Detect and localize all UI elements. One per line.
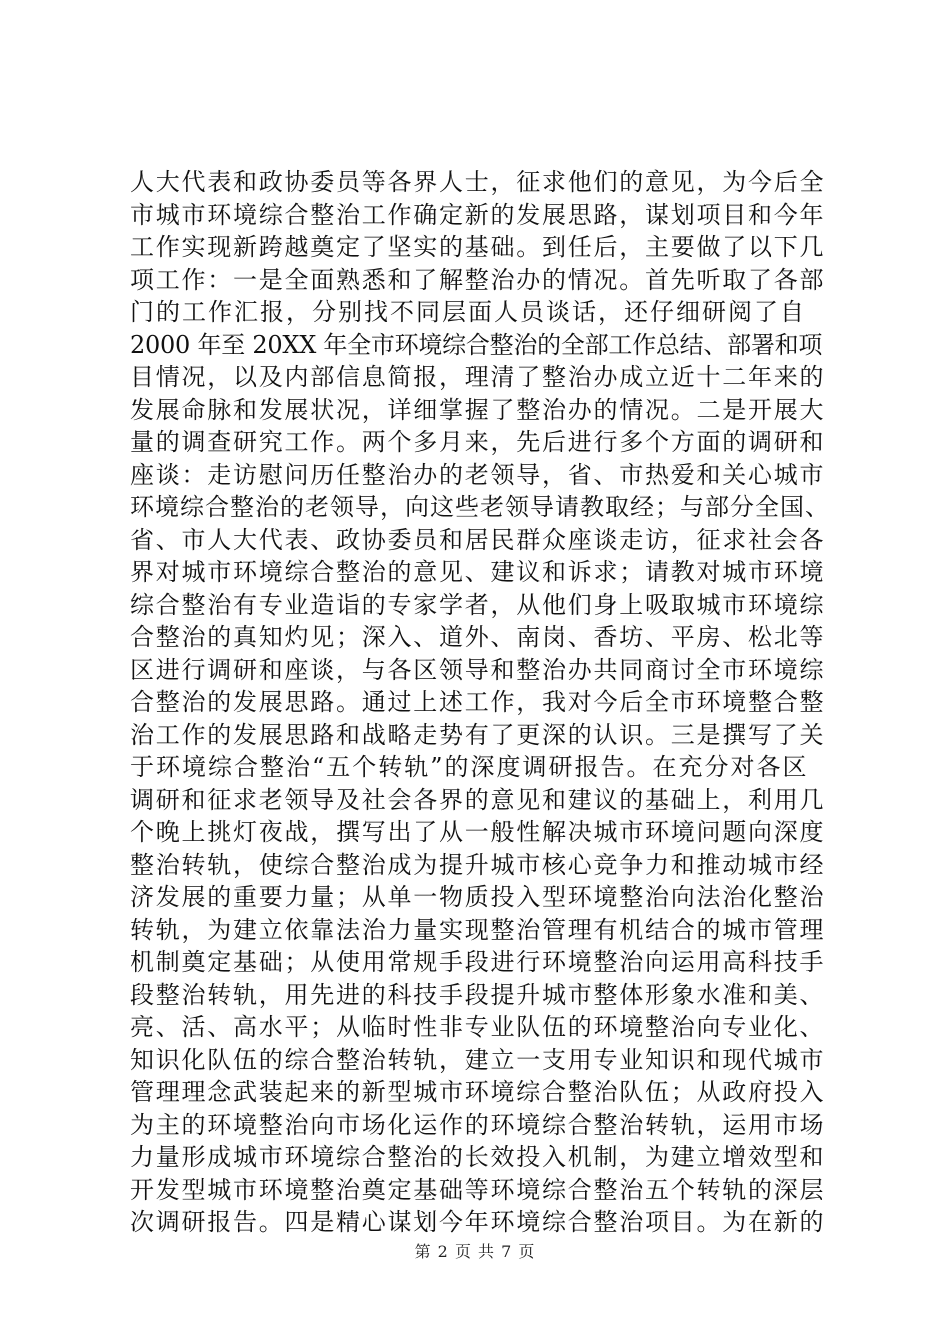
text-line: 环境综合整治的老领导，向这些老领导请教取经；与部分全国、 (130, 493, 830, 521)
text-line: 调研和征求老领导及社会各界的意见和建议的基础上，利用几 (130, 785, 826, 814)
text-line: 界对城市环境综合整治的意见、建议和诉求；请教对城市环境 (130, 558, 826, 586)
text-line: 亮、活、高水平；从临时性非专业队伍的环境整治向专业化、 (130, 1013, 826, 1041)
text-line: 区进行调研和座谈，与各区领导和整治办共同商讨全市环境综 (130, 655, 826, 684)
text-line: 合整治的发展思路。通过上述工作，我对今后全市环境整合整 (130, 688, 826, 716)
text-line: 力量形成城市环境综合整治的长效投入机制，为建立增效型和 (130, 1143, 826, 1171)
text-line: 综合整治有专业造诣的专家学者，从他们身上吸取城市环境综 (130, 590, 826, 619)
text-line: 知识化队伍的综合整治转轨，建立一支用专业知识和现代城市 (130, 1045, 826, 1074)
page-number: 第 2 页 共 7 页 (414, 1242, 536, 1261)
text-line: 量的调查研究工作。两个多月来，先后进行多个方面的调研和 (130, 428, 826, 456)
text-line: 门的工作汇报，分别找不同层面人员谈话，还仔细研阅了自 (130, 298, 806, 326)
text-line: 工作实现新跨越奠定了坚实的基础。到任后，主要做了以下几 (130, 233, 826, 261)
text-line: 目情况，以及内部信息简报，理清了整治办成立近十二年来的 (130, 363, 826, 391)
text-line: 省、市人大代表、政协委员和居民群众座谈走访，征求社会各 (130, 525, 826, 554)
text-line: 为主的环境整治向市场化运作的环境综合整治转轨，运用市场 (130, 1110, 826, 1139)
text-line: 段整治转轨，用先进的科技手段提升城市整体形象水准和美、 (130, 980, 826, 1009)
text-line: 开发型城市环境整治奠定基础等环境综合整治五个转轨的深层 (130, 1175, 826, 1204)
text-line: 治工作的发展思路和战略走势有了更深的认识。三是撰写了关 (130, 720, 826, 749)
text-line: 次调研报告。四是精心谋划今年环境综合整治项目。为在新的 (130, 1208, 826, 1236)
text-line: 人大代表和政协委员等各界人士，征求他们的意见，为今后全 (130, 168, 826, 196)
text-line: 于环境综合整治“五个转轨”的深度调研报告。在充分对各区 (130, 753, 809, 781)
text-line: 市城市环境综合整治工作确定新的发展思路，谋划项目和今年 (130, 200, 826, 229)
page-footer (0, 1242, 950, 1262)
text-line: 发展命脉和发展状况，详细掌握了整治办的情况。二是开展大 (130, 395, 826, 424)
text-line: 管理理念武装起来的新型城市环境综合整治队伍；从政府投入 (130, 1078, 826, 1106)
text-line: 合整治的真知灼见；深入、道外、南岗、香坊、平房、松北等 (130, 623, 826, 651)
text-line: 转轨，为建立依靠法治力量实现整治管理有机结合的城市管理 (130, 915, 826, 944)
text-line: 个晚上挑灯夜战，撰写出了从一般性解决城市环境问题向深度 (130, 818, 826, 846)
text-line: 济发展的重要力量；从单一物质投入型环境整治向法治化整治 (130, 883, 826, 911)
text-line: 2000 年至 20XX 年全市环境综合整治的全部工作总结、部署和项 (130, 330, 823, 359)
body-text (130, 166, 830, 1239)
text-line: 机制奠定基础；从使用常规手段进行环境整治向运用高科技手 (130, 948, 826, 976)
text-line: 项工作：一是全面熟悉和了解整治办的情况。首先听取了各部 (130, 265, 826, 294)
text-line: 整治转轨，使综合整治成为提升城市核心竞争力和推动城市经 (130, 850, 826, 879)
text-line: 座谈：走访慰问历任整治办的老领导，省、市热爱和关心城市 (130, 460, 826, 489)
